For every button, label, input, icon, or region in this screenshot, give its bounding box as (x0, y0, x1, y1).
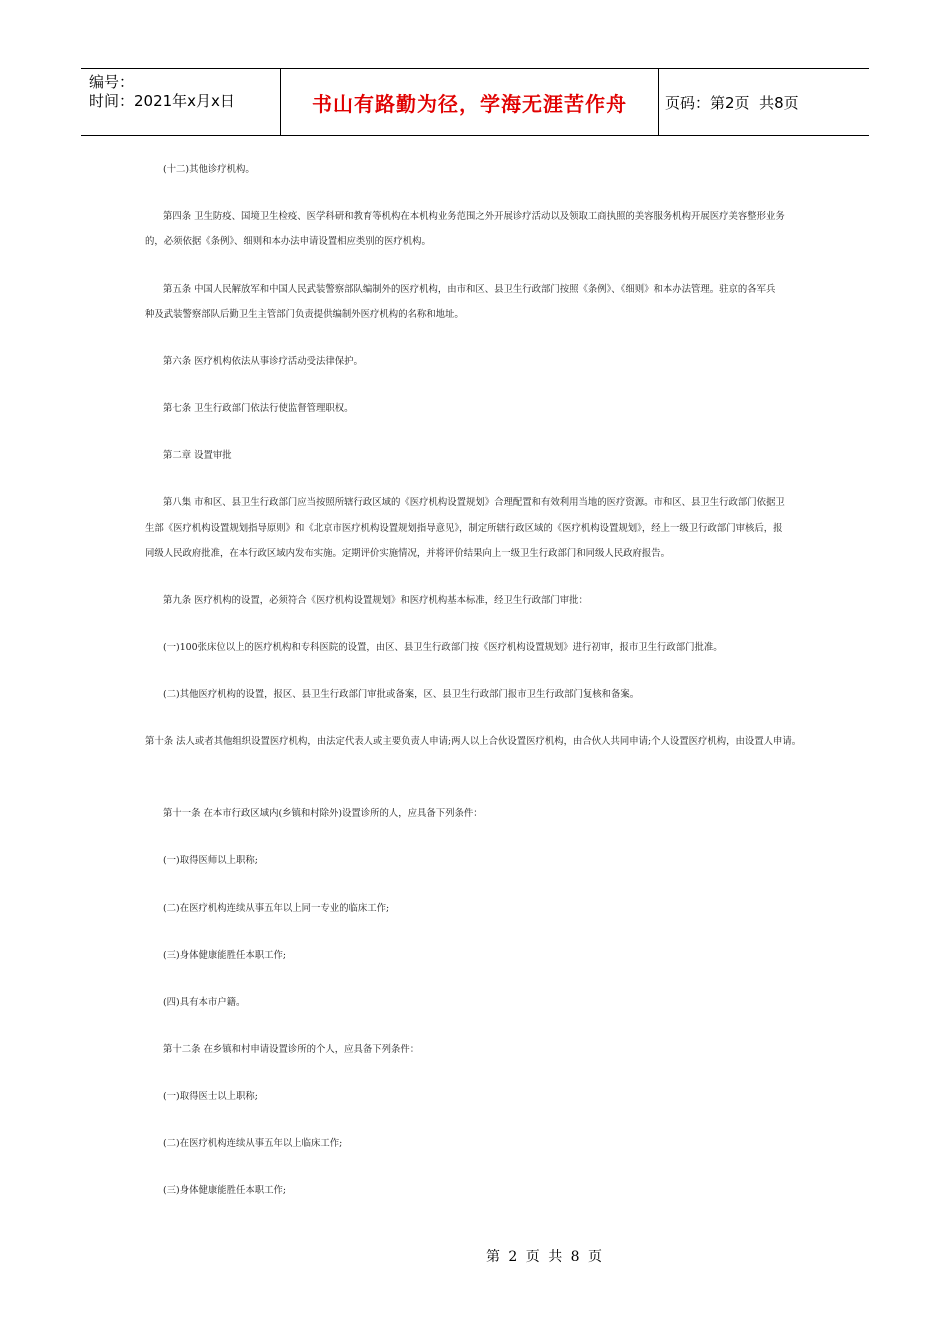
paragraph-line: 的，必须依据《条例》、细则和本办法申请设置相应类别的医疗机构。 (145, 236, 431, 247)
list-item: (一)取得医师以上职称; (163, 855, 258, 866)
paragraph: 第十一条 在本市行政区域内(乡镇和村除外)设置诊所的人，应具备下列条件： (163, 808, 483, 819)
paragraph: 第六条 医疗机构依法从事诊疗活动受法律保护。 (163, 356, 363, 367)
paragraph: (十二)其他诊疗机构。 (163, 164, 255, 175)
page-header (81, 68, 869, 136)
list-item: (一)取得医士以上职称; (163, 1091, 258, 1102)
list-item: (三)身体健康能胜任本职工作; (163, 1185, 286, 1196)
header-page-cell (659, 69, 869, 135)
list-item: (二)在医疗机构连续从事五年以上同一专业的临床工作; (163, 903, 390, 914)
chapter-heading: 第二章 设置审批 (163, 450, 232, 461)
paragraph-line: 第八集 市和区、县卫生行政部门应当按照所辖行政区域的《医疗机构设置规划》合理配置和有效利用当地的医疗资源。市和区、县卫生行政部门依据卫 (163, 497, 785, 508)
page-footer: 第 2 页 共 8 页 (485, 1249, 605, 1265)
header-page-label: 页码：第2页 共8页 (665, 93, 799, 112)
paragraph: 第九条 医疗机构的设置，必须符合《医疗机构设置规划》和医疗机构基本标准，经卫生行政部门审批： (163, 595, 588, 606)
paragraph: (二)其他医疗机构的设置，报区、县卫生行政部门审批或备案，区、县卫生行政部门报市卫生行政部门复核和备案。 (163, 689, 640, 700)
paragraph: 第十二条 在乡镇和村申请设置诊所的个人，应具备下列条件： (163, 1044, 420, 1055)
paragraph-line: 第四条 卫生防疫、国境卫生检疫、医学科研和教育等机构在本机构业务范围之外开展诊疗活动以及领取工商执照的美容服务机构开展医疗美容整形业务 (163, 211, 785, 222)
paragraph-line: 同级人民政府批准，在本行政区域内发布实施。定期评价实施情况，并将评价结果向上一级卫生行政部门和同级人民政府报告。 (145, 548, 671, 559)
header-motto: 书山有路勤为径，学海无涯苦作舟 (312, 91, 627, 116)
document-time-label: 时间：2021年x月x日 (89, 92, 235, 110)
paragraph: 第七条 卫生行政部门依法行使监督管理职权。 (163, 403, 354, 414)
header-motto-cell (281, 69, 659, 135)
list-item: (二)在医疗机构连续从事五年以上临床工作; (163, 1138, 343, 1149)
paragraph-line: 种及武装警察部队后勤卫生主管部门负责提供编制外医疗机构的名称和地址。 (145, 309, 464, 320)
list-item: (三)身体健康能胜任本职工作; (163, 950, 286, 961)
paragraph: 第十条 法人或者其他组织设置医疗机构，由法定代表人或主要负责人申请;两人以上合伙设置医疗机构，由合伙人共同申请;个人设置医疗机构，由设置人申请。 (145, 736, 802, 747)
list-item: (四)具有本市户籍。 (163, 997, 246, 1008)
document-number-label: 编号： (89, 73, 135, 91)
header-meta (81, 69, 281, 135)
paragraph: (一)100张床位以上的医疗机构和专科医院的设置，由区、县卫生行政部门按《医疗机构设置规划》进行初审，报市卫生行政部门批准。 (163, 642, 723, 653)
paragraph-line: 生部《医疗机构设置规划指导原则》和《北京市医疗机构设置规划指导意见》，制定所辖行政区域的《医疗机构设置规划》，经上一级卫行政部门审核后，报 (145, 523, 783, 534)
paragraph-line: 第五条 中国人民解放军和中国人民武装警察部队编制外的医疗机构，由市和区、县卫生行政部门按照《条例》、《细则》和本办法管理。驻京的各军兵 (163, 284, 776, 295)
